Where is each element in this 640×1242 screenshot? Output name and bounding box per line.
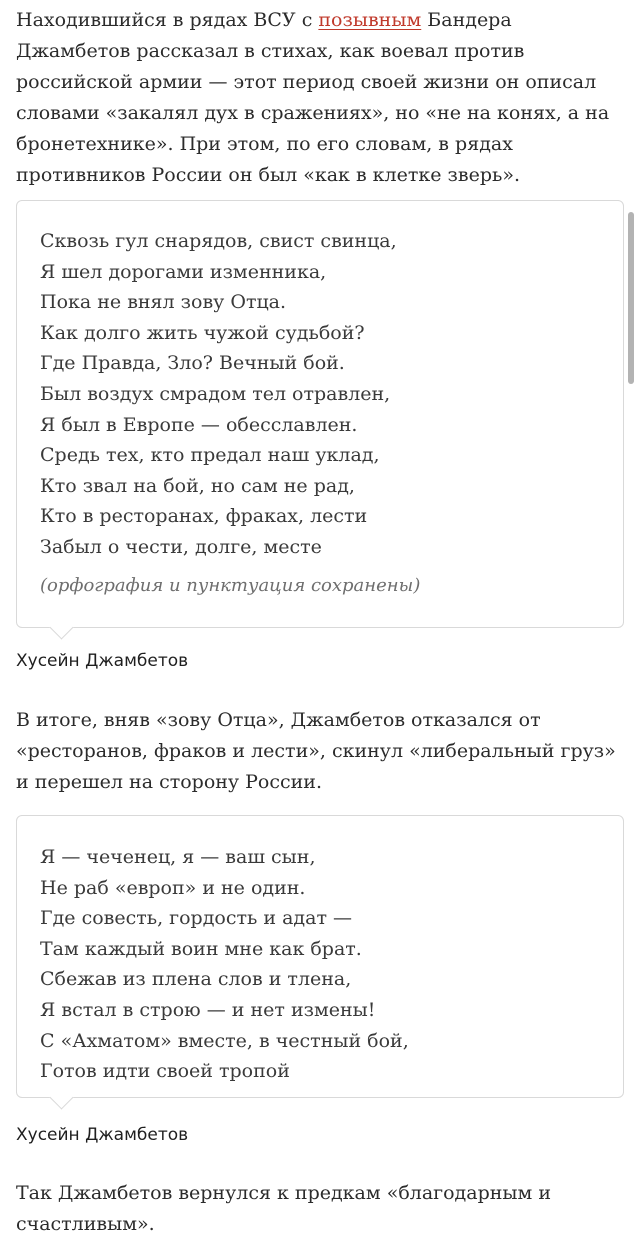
poem-line: Как долго жить чужой судьбой? bbox=[40, 321, 365, 344]
intro-paragraph bbox=[16, 5, 624, 191]
middle-paragraph: В итоге, вняв «зову Отца», Джамбетов отказался от «ресторанов, фраков и лести», скинул «либеральный груз» и перешел на сторону России. bbox=[16, 709, 616, 793]
quote-tail bbox=[49, 615, 73, 639]
poem-line: Сбежав из плена слов и тлена, bbox=[40, 968, 352, 991]
poem-line: Где Правда, Зло? Вечный бой. bbox=[40, 352, 345, 375]
poem-line: Готов идти своей тропой bbox=[40, 1060, 290, 1083]
intro-text-before: Находившийся в рядах ВСУ с bbox=[16, 9, 319, 31]
poem-line: Кто в ресторанах, фраках, лести bbox=[40, 505, 368, 528]
poem-line: Был воздух смрадом тел отравлен, bbox=[40, 382, 391, 405]
poem-line: Где совесть, гордость и адат — bbox=[40, 907, 352, 930]
poem-line: Я был в Европе — обесславлен. bbox=[40, 413, 358, 436]
poem-quote-2 bbox=[16, 815, 624, 1098]
poem-line: Я встал в строю — и нет измены! bbox=[40, 998, 376, 1021]
poem-line: Я шел дорогами изменника, bbox=[40, 260, 327, 283]
poem-line: Там каждый воин мне как брат. bbox=[40, 937, 362, 960]
poem-line: Кто звал на бой, но сам не рад, bbox=[40, 474, 355, 497]
page-scrollbar[interactable] bbox=[628, 212, 634, 384]
quote-tail bbox=[49, 1085, 73, 1109]
poem-line: Не раб «европ» и не один. bbox=[40, 876, 306, 899]
poem-line: Я — чеченец, я — ваш сын, bbox=[40, 846, 316, 868]
poem-quote-1 bbox=[16, 200, 624, 628]
poem-line: Пока не внял зову Отца. bbox=[40, 291, 287, 314]
outro-paragraph: Так Джамбетов вернулся к предкам «благодарным и счастливым». bbox=[16, 1182, 552, 1235]
intro-text-after: Бандера Джамбетов рассказал в стихах, как воевал против российской армии — этот период своей жизни он описал словами «закалял дух в сражениях», но «не на конях, а на бронетехнике». При этом, по его словам, в рядах противников России он был «как в клетке зверь». bbox=[16, 9, 610, 186]
poem-line: Забыл о чести, долге, месте bbox=[40, 535, 322, 558]
poem-lines-1 bbox=[40, 226, 397, 563]
poem-lines-2 bbox=[40, 842, 409, 1087]
quote-author-2: Хусейн Джамбетов bbox=[16, 1125, 189, 1145]
poem-line: Сквозь гул снарядов, свист свинца, bbox=[40, 230, 397, 252]
poem-line: С «Ахматом» вместе, в честный бой, bbox=[40, 1029, 409, 1052]
spelling-note: (орфография и пунктуация сохранены) bbox=[40, 575, 421, 596]
quote-author-1: Хусейн Джамбетов bbox=[16, 651, 189, 671]
poem-line: Средь тех, кто предал наш уклад, bbox=[40, 444, 380, 467]
callsign-link[interactable]: позывным bbox=[318, 9, 422, 31]
